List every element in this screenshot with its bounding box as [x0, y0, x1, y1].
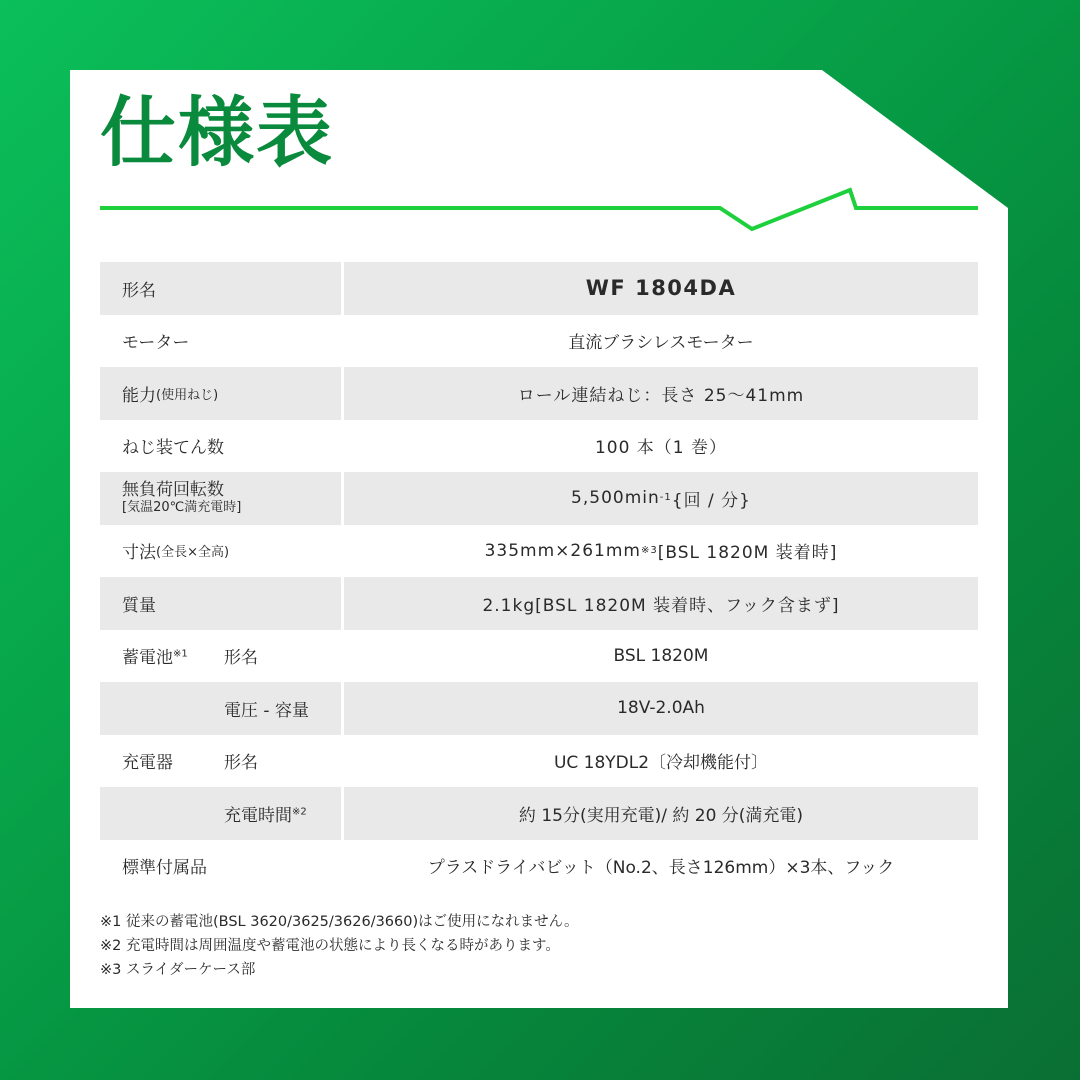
row-value: UC 18YDL2〔冷却機能付〕	[553, 753, 769, 774]
table-row	[100, 735, 978, 788]
row-label: 質量	[100, 577, 341, 630]
row-label	[100, 735, 341, 788]
row-value: 2.1kg[BSL 1820M 装着時、フック含まず]	[344, 577, 978, 630]
row-value: 約 15分(実用充電)/ 約 20 分(満充電)	[344, 787, 978, 840]
row-value: BSL 1820M	[613, 645, 709, 666]
group-label: 蓄電池	[122, 648, 173, 669]
footnote: ※2 充電時間は周囲温度や蓄電池の状態により長くなる時があります。	[100, 938, 560, 954]
sub-label: 形名	[224, 753, 258, 774]
table-row	[100, 420, 978, 473]
row-value: 335mm×261mm ※3 [BSL 1820M 装着時]	[484, 540, 838, 564]
row-value: 5,500min -1 {回 / 分}	[344, 472, 978, 525]
footnotes	[100, 910, 579, 982]
table-row	[100, 630, 978, 683]
table-row	[100, 525, 978, 578]
table-row	[100, 787, 978, 840]
row-label: 形名	[100, 262, 341, 315]
row-label: 無負荷回転数 [気温20℃満充電時]	[100, 472, 341, 525]
sub-label: 充電時間	[224, 805, 292, 826]
row-value: 直流ブラシレスモーター	[568, 333, 754, 354]
row-label: 充電時間$^{※2}$	[100, 787, 341, 840]
sub-label: 形名	[224, 648, 258, 669]
table-row	[100, 840, 978, 893]
table-row	[100, 262, 978, 315]
row-label	[100, 682, 341, 735]
row-label: 蓄電池$^{※1}$ 形名	[100, 630, 341, 683]
row-value: プラスドライバビット（No.2、長さ126mm）×3本、フック	[427, 858, 895, 879]
row-label: モーター	[122, 333, 190, 354]
sub-label: 電圧 - 容量	[224, 700, 309, 721]
row-label: 能力 (使用ねじ)	[100, 367, 341, 420]
table-row	[100, 682, 978, 735]
footnote: ※3 スライダーケース部	[100, 962, 256, 978]
page-title: 仕様表	[100, 88, 334, 177]
row-label: 寸法 (全長×全高)	[122, 543, 230, 564]
group-label: 充電器	[122, 753, 173, 774]
row-value: WF 1804DA	[344, 262, 978, 315]
row-value: 100 本（1 巻）	[594, 438, 728, 459]
spec-table	[100, 262, 978, 892]
row-label: ねじ装てん数	[122, 438, 224, 459]
footnote: ※1 従来の蓄電池(BSL 3620/3625/3626/3660)はご使用になれません。	[100, 914, 579, 930]
table-row	[100, 577, 978, 630]
table-row	[100, 315, 978, 368]
row-value: ロール連結ねじ：長さ 25〜41mm	[344, 367, 978, 420]
row-label: 標準付属品	[122, 858, 207, 879]
table-row	[100, 472, 978, 525]
table-row	[100, 367, 978, 420]
row-value: 18V-2.0Ah	[344, 682, 978, 735]
